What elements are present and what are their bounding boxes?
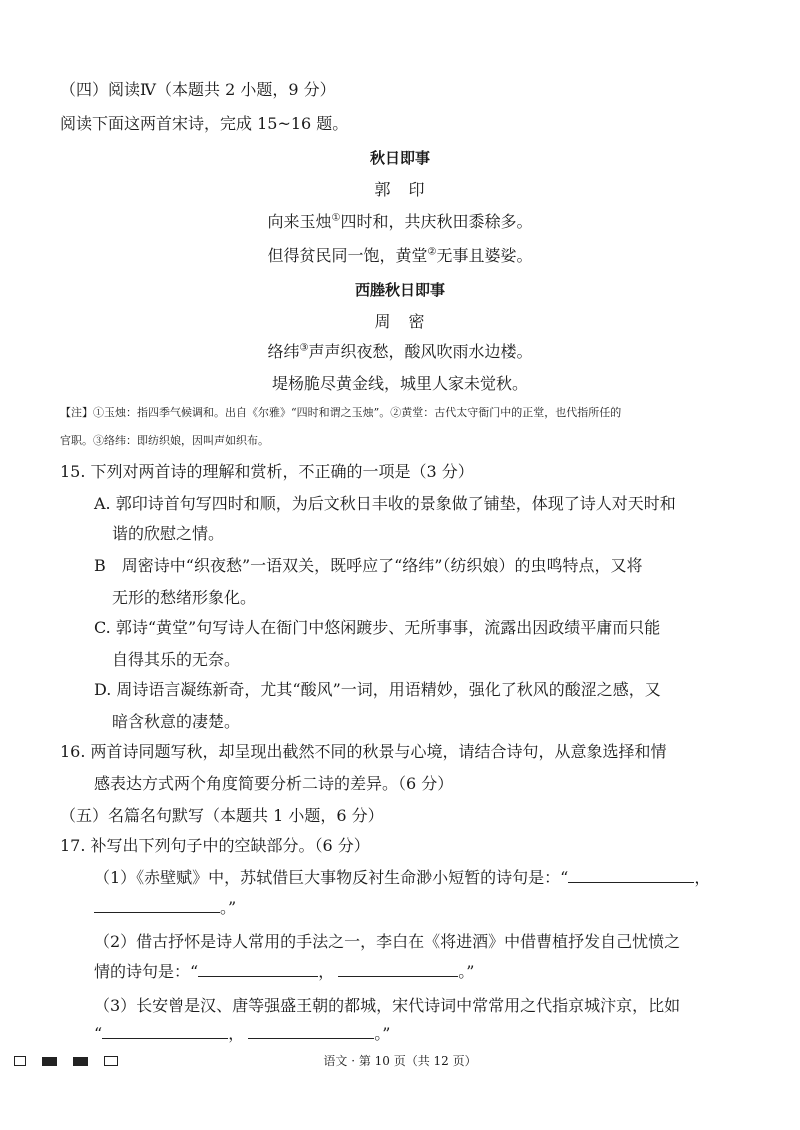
reading-instruction: 阅读下面这两首宋诗，完成 15~16 题。 <box>60 114 349 133</box>
q17-part-3-line-2 <box>94 1024 390 1044</box>
poem-1-author: 郭 印 <box>374 180 426 199</box>
q17-part-3-line-1: （3）长安曾是汉、唐等强盛王朝的都城，宋代诗词中常常用之代指京城汴京，比如 <box>94 996 681 1015</box>
poem-2-line-1-part-a: 络纬 <box>267 342 300 361</box>
q17-part-2-end: 。” <box>458 962 475 981</box>
poem-1-line-1 <box>0 212 800 232</box>
q17-part-3-open: “ <box>94 1024 103 1043</box>
section-4-heading: （四）阅读Ⅳ（本题共 2 小题，9 分） <box>60 80 336 99</box>
question-16-line-1: 16. 两首诗同题写秋，却呈现出截然不同的秋景与心境，请结合诗句，从意象选择和情 <box>60 742 667 761</box>
q15-option-c-line-1: C. 郭诗“黄堂”句写诗人在衙门中悠闲踱步、无所事事，流露出因政绩平庸而只能 <box>94 618 661 637</box>
answer-blank-5[interactable] <box>102 1024 228 1039</box>
section-5-heading: （五）名篇名句默写（本题共 1 小题，6 分） <box>60 806 384 825</box>
annotation-line-1: 【注】①玉烛：指四季气候调和。出自《尔雅》“四时和谓之玉烛”。②黄堂：古代太守衙门中的正堂，也代指所任的 <box>60 406 622 419</box>
q17-part-2-text: 情的诗句是：“ <box>94 962 199 981</box>
q15-option-d-line-2: 暗含秋意的凄楚。 <box>112 712 241 731</box>
poem-1-line-1-part-a: 向来玉烛 <box>267 212 332 231</box>
q15-option-c-line-2: 自得其乐的无奈。 <box>112 650 241 669</box>
q17-part-2-separator: ， <box>318 962 335 981</box>
q15-option-d-line-1: D. 周诗语言凝练新奇，尤其“酸风”一词，用语精妙，强化了秋风的酸涩之感，又 <box>94 680 661 699</box>
question-15-stem: 15. 下列对两首诗的理解和赏析，不正确的一项是（3 分） <box>60 462 474 481</box>
q15-option-b-line-2: 无形的愁绪形象化。 <box>112 588 257 607</box>
poem-1-line-1-part-b: 四时和，共庆秋田黍稌多。 <box>340 212 533 231</box>
q17-part-1-text: （1）《赤壁赋》中，苏轼借巨大事物反衬生命渺小短暂的诗句是：“ <box>94 868 569 887</box>
footnote-marker-2: ② <box>427 246 437 258</box>
q17-part-3-end: 。” <box>374 1024 391 1043</box>
poem-2-line-2: 堤杨脆尽黄金线，城里人家未觉秋。 <box>271 374 528 393</box>
q17-part-3-separator: ， <box>228 1024 245 1043</box>
poem-1-line-2-part-b: 无事且婆娑。 <box>436 246 533 265</box>
footnote-marker-3: ③ <box>299 342 309 354</box>
q17-part-1-line-1 <box>94 868 710 888</box>
q15-option-a-line-1: A. 郭印诗首句写四时和顺，为后文秋日丰收的景象做了铺垫，体现了诗人对天时和 <box>94 494 676 513</box>
q17-part-1-line-2 <box>94 898 236 918</box>
answer-blank-3[interactable] <box>198 962 318 977</box>
question-17-stem: 17. 补写出下列句子中的空缺部分。（6 分） <box>60 836 370 855</box>
answer-blank-4[interactable] <box>338 962 458 977</box>
annotation-line-2: 官职。③络纬：即纺织娘，因叫声如织布。 <box>60 434 269 447</box>
question-16-line-2: 感表达方式两个角度简要分析二诗的差异。（6 分） <box>94 774 454 793</box>
poem-2-author: 周 密 <box>374 312 426 331</box>
poem-2-line-1-part-b: 声声织夜愁，酸风吹雨水边楼。 <box>308 342 533 361</box>
q17-part-1-separator: ， <box>694 868 711 887</box>
q15-option-a-line-2: 谐的欣慰之情。 <box>112 524 225 543</box>
poem-2-line-1 <box>0 342 800 362</box>
poem-2-title: 西塍秋日即事 <box>354 281 445 299</box>
footnote-marker-1: ① <box>331 212 341 224</box>
q15-option-b-line-1: B 周密诗中“织夜愁”一语双关，既呼应了“络纬”（纺织娘）的虫鸣特点，又将 <box>94 556 643 575</box>
answer-blank-2[interactable] <box>94 898 220 913</box>
answer-blank-6[interactable] <box>248 1024 374 1039</box>
poem-1-line-2-part-a: 但得贫民同一饱，黄堂 <box>267 246 428 265</box>
q17-part-1-end: 。” <box>220 898 237 917</box>
q17-part-2-line-1: （2）借古抒怀是诗人常用的手法之一，李白在《将进酒》中借曹植抒发自己忧愤之 <box>94 932 681 951</box>
q17-part-2-line-2 <box>94 962 474 982</box>
poem-1-line-2 <box>0 246 800 266</box>
page-footer: 语文 · 第 10 页（共 12 页） <box>323 1054 477 1068</box>
answer-blank-1[interactable] <box>568 868 694 883</box>
poem-1-title: 秋日即事 <box>369 149 430 167</box>
